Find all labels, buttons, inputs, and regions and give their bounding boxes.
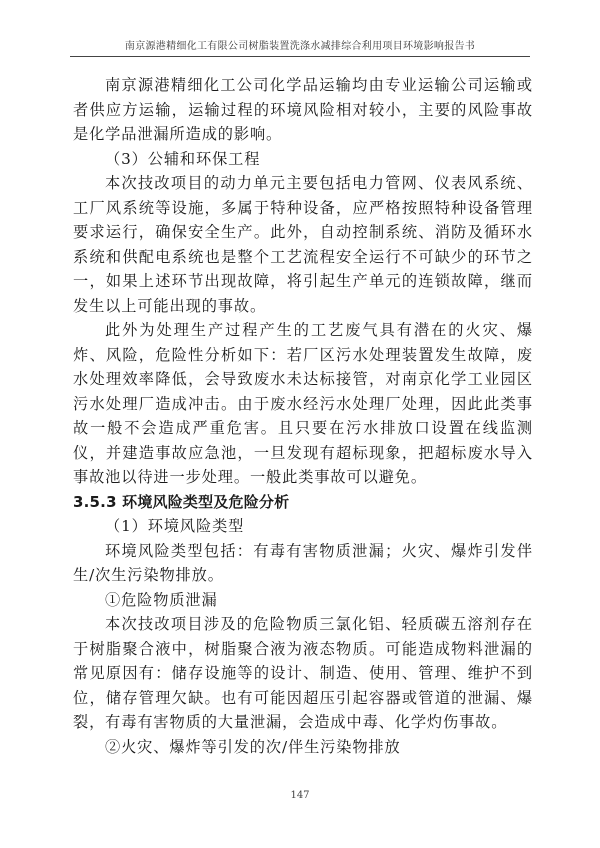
running-header: 南京源港精细化工有限公司树脂装置洗涤水减排综合利用项目环境影响报告书: [124, 41, 476, 52]
paragraph-power-units: 本次技改项目的动力单元主要包括电力管网、仪表风系统、工厂风系统等设施，多属于特种设备，应严格按照特种设备管理要求运行，确保安全生产。此外，自动控制系统、消防及循环水系统和供配电系统也是整个工艺流程安全运行不可缺少的环节之一，如果上述环节出现故障，将引起生产单元的连锁故障，继而发生以上可能出现的事故。: [73, 174, 533, 315]
document-body: [73, 73, 533, 759]
header-divider: [70, 56, 530, 57]
paragraph-leak-details: 本次技改项目涉及的危险物质三氯化铝、轻质碳五溶剂存在于树脂聚合液中，树脂聚合液为液态物质。可能造成物料泄漏的常见原因有：储存设施等的设计、制造、使用、管理、维护不到位，储存管理欠缺。也有可能因超压引起容器或管道的泄漏、爆裂，有毒有害物质的大量泄漏，会造成中毒、化学灼伤事故。: [73, 615, 533, 731]
paragraph-wastewater-risk: 此外为处理生产过程产生的工艺废气具有潜在的火灾、爆炸、风险，危险性分析如下：若厂区污水处理装置发生故障，废水处理效率降低，会导致废水未达标接管，对南京化学工业园区污水处理厂造成冲击。由于废水经污水处理厂处理，因此此类事故一般不会造成严重危害。且只要在污水排放口设置在线监测仪，并建造事故应急池，一旦发现有超标现象，把超标废水导入事故池以待进一步处理。一般此类事故可以避免。: [73, 321, 533, 486]
subheading-utilities: （3）公辅和环保工程: [105, 149, 261, 168]
section-heading: 3.5.3 环境风险类型及危险分析: [73, 492, 290, 511]
paragraph-risk-types: 环境风险类型包括：有毒有害物质泄漏；火灾、爆炸引发伴生/次生污染物排放。: [73, 541, 533, 584]
paragraph-transport-risk: 南京源港精细化工公司化学品运输均由专业运输公司运输或者供应方运输，运输过程的环境风险相对较小，主要的风险事故是化学品泄漏所造成的影响。: [73, 76, 533, 143]
item-hazardous-leak: ①危险物质泄漏: [105, 590, 218, 609]
item-fire-explosion: ②火灾、爆炸等引发的次/伴生污染物排放: [105, 737, 401, 756]
subheading-risk-types: （1）环境风险类型: [105, 517, 245, 535]
page-number: 147: [290, 790, 310, 801]
